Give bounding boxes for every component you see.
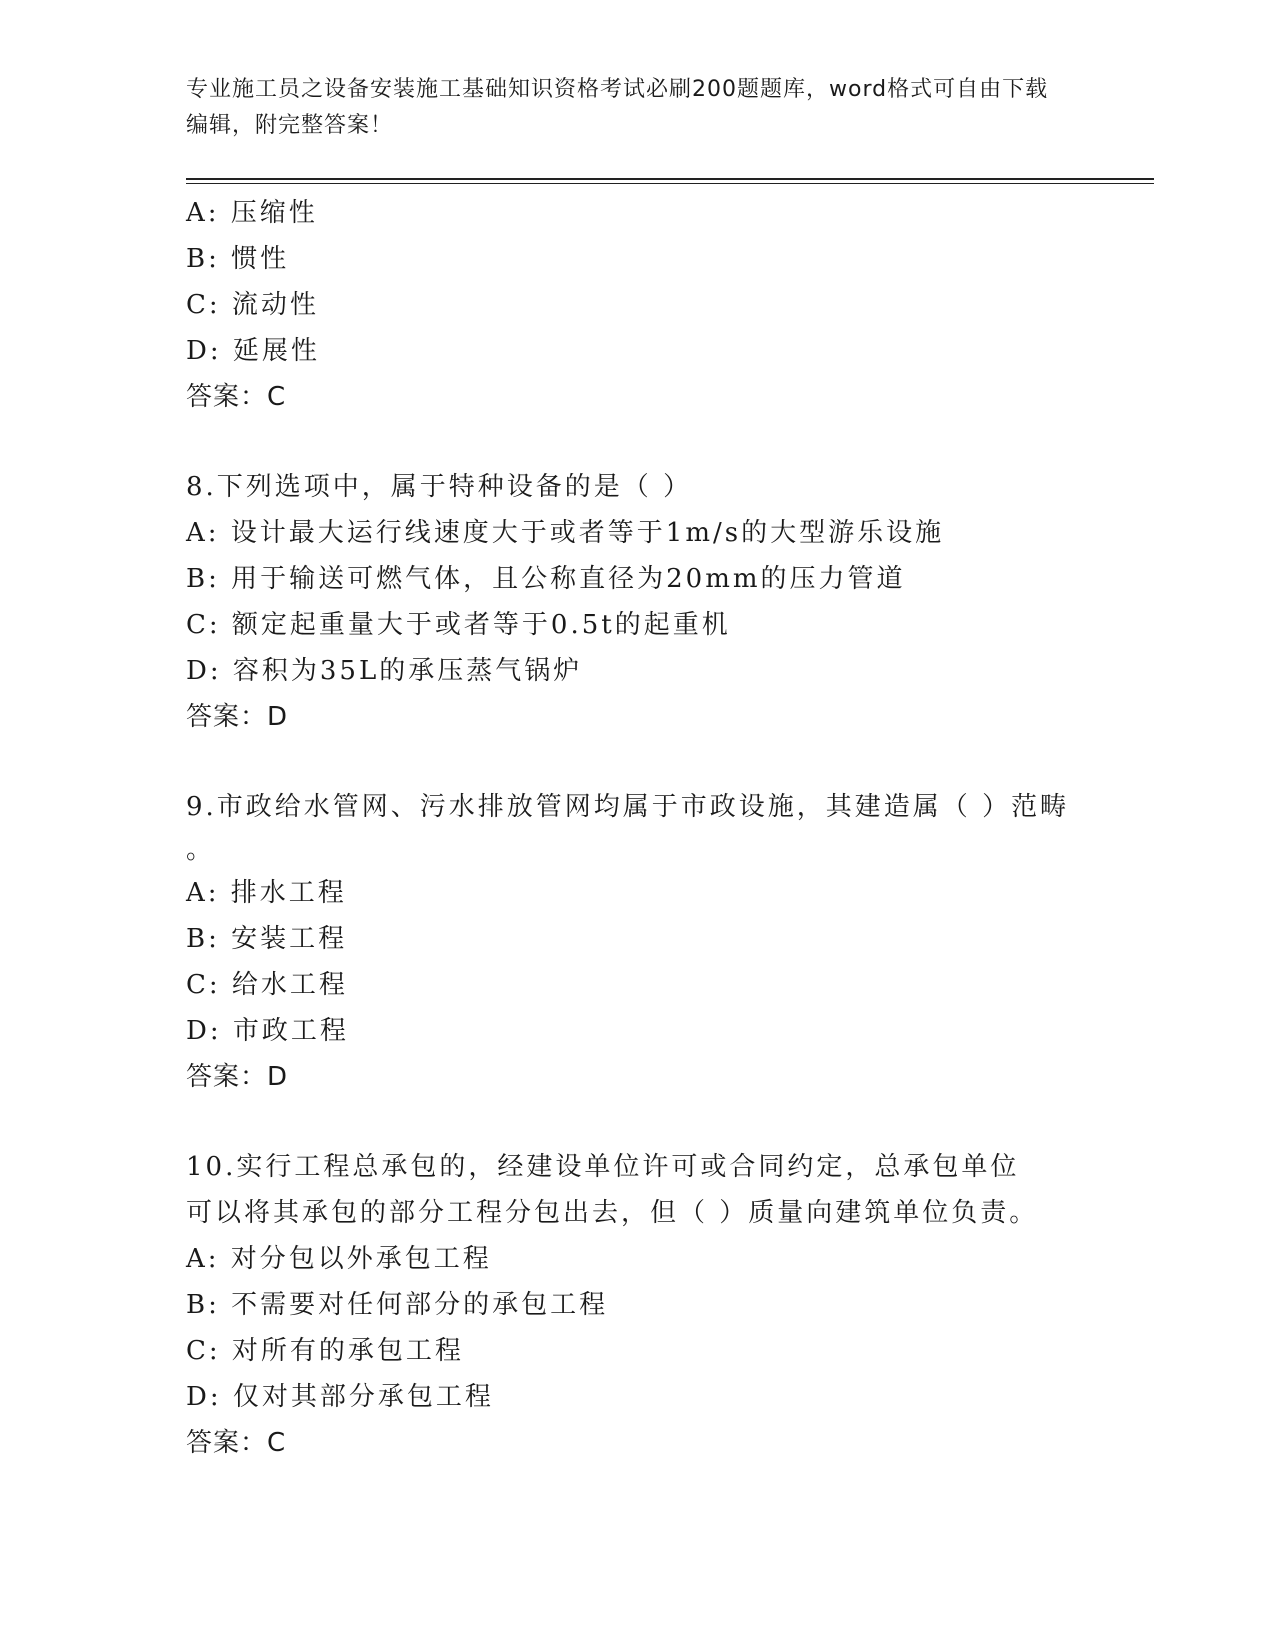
option-d: D: 容积为35L的承压蒸气锅炉 bbox=[186, 656, 583, 686]
question-9 bbox=[186, 784, 1070, 1100]
question-text: 8.下列选项中，属于特种设备的是（ ） bbox=[186, 472, 693, 502]
option-a: A: 对分包以外承包工程 bbox=[186, 1244, 492, 1274]
previous-question-block bbox=[186, 190, 1066, 420]
option-c: C: 额定起重量大于或者等于0.5t的起重机 bbox=[186, 610, 731, 640]
answer-line: 答案：D bbox=[186, 702, 289, 732]
option-d: D: 市政工程 bbox=[186, 1016, 349, 1046]
option-c: C: 对所有的承包工程 bbox=[186, 1336, 464, 1366]
option-b: B: 用于输送可燃气体，且公称直径为20mm的压力管道 bbox=[186, 564, 906, 594]
answer-line: 答案：D bbox=[186, 1062, 289, 1092]
option-d: D: 仅对其部分承包工程 bbox=[186, 1382, 494, 1412]
header-rule-thick bbox=[186, 178, 1154, 180]
document-content bbox=[186, 190, 1070, 1466]
option-b: B: 安装工程 bbox=[186, 924, 348, 954]
document-header: 专业施工员之设备安装施工基础知识资格考试必刷200题题库，word格式可自由下载编辑，附完整答案！ bbox=[186, 77, 1049, 138]
question-8 bbox=[186, 464, 1066, 740]
question-text: 9.市政给水管网、污水排放管网均属于市政设施，其建造属（ ）范畴 bbox=[186, 792, 1070, 822]
option-c: C: 流动性 bbox=[186, 290, 319, 320]
answer-line: 答案：C bbox=[186, 382, 287, 412]
question-10 bbox=[186, 1144, 1066, 1466]
question-text: 10.实行工程总承包的，经建设单位许可或合同约定，总承包单位可以将其承包的部分工程分包出去，但（ ）质量向建筑单位负责。 bbox=[186, 1152, 1039, 1228]
option-c: C: 给水工程 bbox=[186, 970, 348, 1000]
option-b: B: 惯性 bbox=[186, 244, 290, 274]
option-a: A: 压缩性 bbox=[186, 198, 318, 228]
option-a: A: 排水工程 bbox=[186, 878, 347, 908]
header-rule-thin bbox=[186, 183, 1154, 184]
question-text-tail: 。 bbox=[186, 835, 213, 865]
answer-line: 答案：C bbox=[186, 1428, 287, 1458]
option-d: D: 延展性 bbox=[186, 336, 320, 366]
option-b: B: 不需要对任何部分的承包工程 bbox=[186, 1290, 609, 1320]
option-a: A: 设计最大运行线速度大于或者等于1m/s的大型游乐设施 bbox=[186, 518, 945, 548]
